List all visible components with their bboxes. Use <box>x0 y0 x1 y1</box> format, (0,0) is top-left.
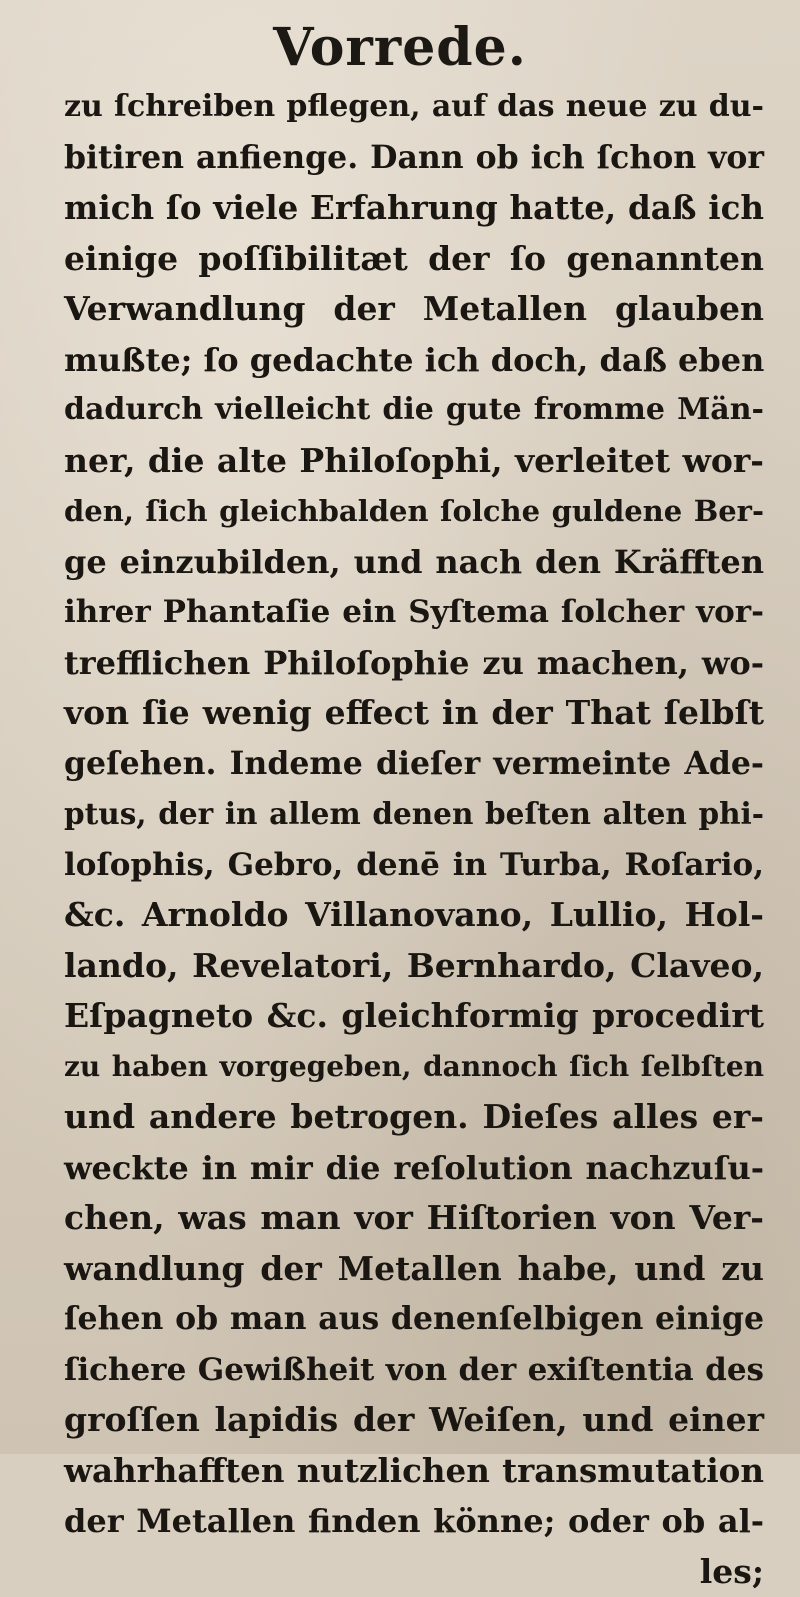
text-line: weckte in mir die reſolution nachzuſu- <box>64 1143 764 1194</box>
text-line: lando, Revelatori, Bernhardo, Claveo, <box>64 941 764 992</box>
text-line: ſichere Gewißheit von der exiſtentia des <box>64 1345 764 1396</box>
text-line: loſophis, Gebro, denē in Turba, Roſario, <box>64 840 764 891</box>
text-line: Verwandlung der Metallen glauben <box>64 284 764 335</box>
body-text <box>64 82 764 1597</box>
text-line: zu ſchreiben pflegen, auf das neue zu du- <box>64 82 764 133</box>
text-line: ptus, der in allem denen beſten alten phi- <box>64 789 764 840</box>
text-line: den, ſich gleichbalden ſolche guldene Ber- <box>64 486 764 537</box>
text-line: dadurch vielleicht die gute fromme Män- <box>64 385 764 436</box>
text-line: ge einzubilden, und nach den Kräfften <box>64 537 764 588</box>
text-line: bitiren anfienge. Dann ob ich ſchon vor <box>64 133 764 184</box>
text-line: chen, was man vor Hiſtorien von Ver- <box>64 1193 764 1244</box>
text-line: ihrer Phantaſie ein Syſtema ſolcher vor- <box>64 587 764 638</box>
text-line: ſehen ob man aus denenſelbigen einige <box>64 1294 764 1345</box>
text-line: wahrhafften nutzlichen transmutation <box>64 1446 764 1497</box>
text-line: Eſpagneto &c. gleichformig procedirt <box>64 991 764 1042</box>
text-line: groſſen lapidis der Weiſen, und einer <box>64 1395 764 1446</box>
running-head: Vorrede. <box>0 18 800 78</box>
text-line: &c. Arnoldo Villanovano, Lullio, Hol- <box>64 890 764 941</box>
text-line: trefflichen Philoſophie zu machen, wo- <box>64 638 764 689</box>
text-line: und andere betrogen. Dieſes alles er- <box>64 1092 764 1143</box>
text-line: zu haben vorgegeben, dannoch ſich ſelbſten <box>64 1042 764 1093</box>
text-line: wandlung der Metallen habe, und zu <box>64 1244 764 1295</box>
text-line: mich ſo viele Erfahrung hatte, daß ich <box>64 183 764 234</box>
catchword: les; <box>64 1547 764 1597</box>
text-line: von ſie wenig effect in der That ſelbſt <box>64 688 764 739</box>
text-line: der Metallen finden könne; oder ob al- <box>64 1496 764 1547</box>
text-line: mußte; ſo gedachte ich doch, daß eben <box>64 335 764 386</box>
text-line: ner, die alte Philoſophi, verleitet wor- <box>64 436 764 487</box>
text-line: einige poſſibilitæt der ſo genannten <box>64 234 764 285</box>
text-line: geſehen. Indeme dieſer vermeinte Ade- <box>64 739 764 790</box>
